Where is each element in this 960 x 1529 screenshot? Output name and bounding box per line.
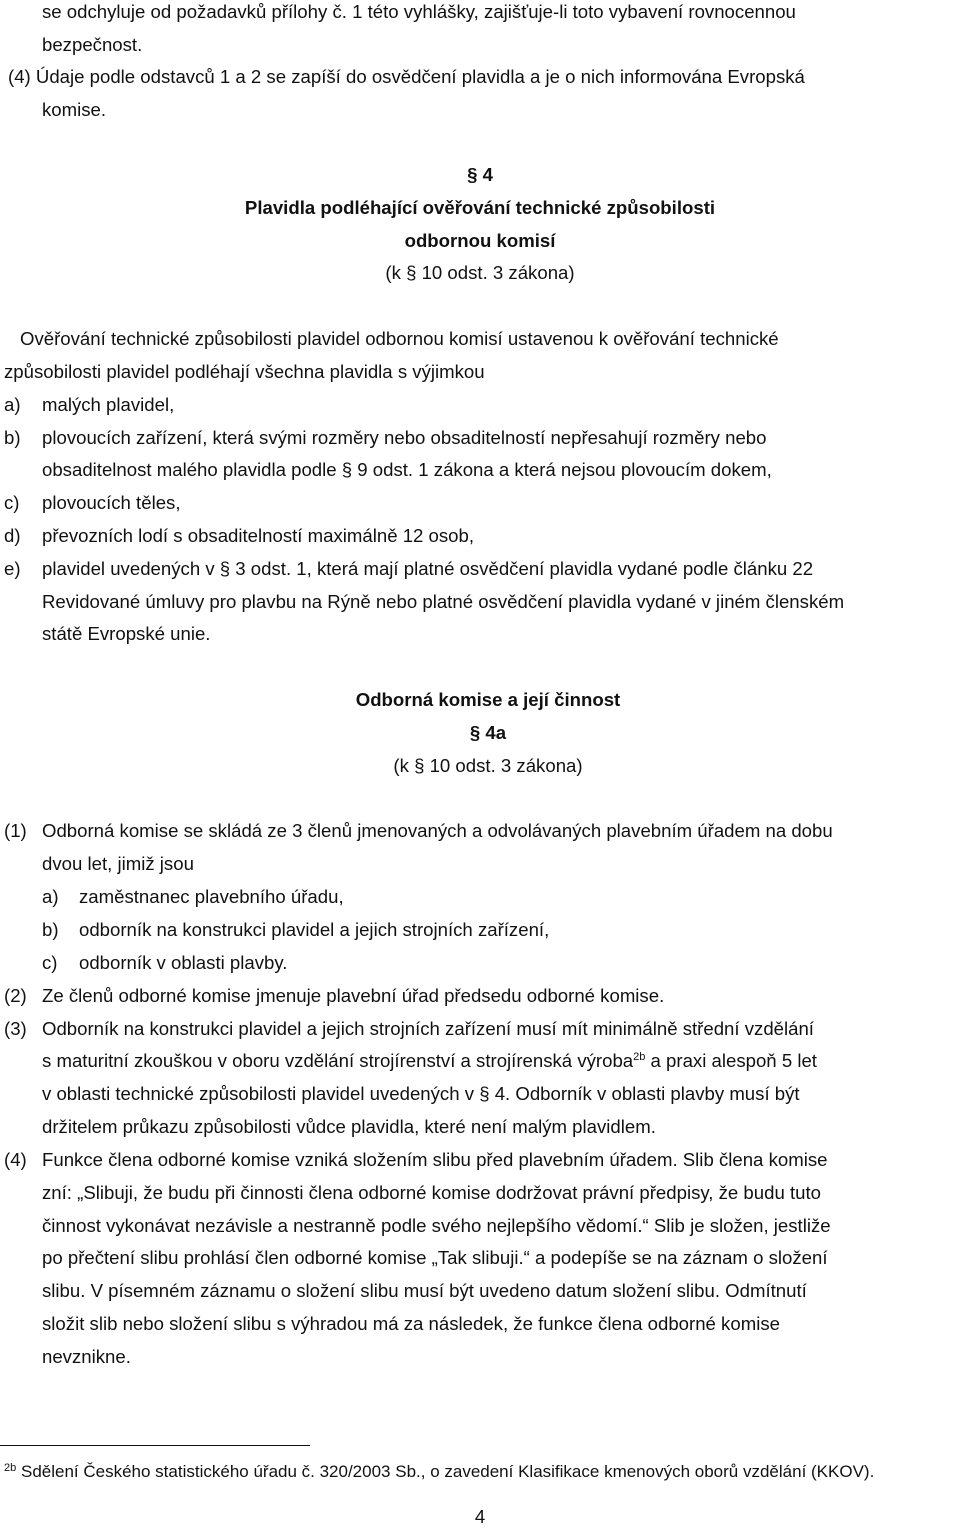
- intro-line: se odchyluje od požadavků přílohy č. 1 této vyhlášky, zajišťuje-li toto vybavení rovnocennou: [42, 1, 796, 22]
- list-item: Revidované úmluvy pro plavbu na Rýně nebo platné osvědčení plavidla vydané v jiném členském: [42, 591, 845, 612]
- list-item: malých plavidel,: [42, 394, 175, 415]
- paragraph-line: složit slib nebo složení slibu s výhradou má za následek, že funkce člena odborné komise: [42, 1313, 780, 1334]
- paragraph-label: (4): [4, 1149, 27, 1170]
- footnote-reference: 2b: [633, 1051, 646, 1063]
- paragraph-line: Ze členů odborné komise jmenuje plavební úřad předsedu odborné komise.: [42, 985, 665, 1006]
- paragraph-line: Odborník na konstrukci plavidel a jejich strojních zařízení musí mít minimálně střední vzdělání: [42, 1018, 814, 1039]
- list-item: státě Evropské unie.: [42, 623, 211, 644]
- page-number: 4: [474, 1506, 486, 1527]
- list-item: plavidel uvedených v § 3 odst. 1, která mají platné osvědčení plavidla vydané podle článku 22: [42, 558, 814, 579]
- paragraph-label: (1): [4, 820, 27, 841]
- list-item: převozních lodí s obsaditelností maximálně 12 osob,: [42, 525, 475, 546]
- footnote-divider: [0, 1445, 310, 1446]
- section-title: Plavidla podléhající ověřování technické způsobilosti: [244, 197, 716, 218]
- paragraph-line: držitelem průkazu způsobilosti vůdce plavidla, které není malým plavidlem.: [42, 1116, 656, 1137]
- section-heading: Odborná komise a její činnost: [355, 689, 621, 710]
- paragraph-label: (3): [4, 1018, 27, 1039]
- paragraph-line: zní: „Slibuji, že budu při činnosti člena odborné komise dodržovat právní předpisy, že budu tuto: [42, 1182, 821, 1203]
- section-reference: (k § 10 odst. 3 zákona): [385, 262, 575, 283]
- paragraph-line: po přečtení slibu prohlásí člen odborné komise „Tak slibuji.“ a podepíše se na záznam o složení: [42, 1247, 828, 1268]
- list-label: e): [4, 558, 21, 579]
- text-run: s maturitní zkouškou v oboru vzdělání strojírenství a strojírenská výroba: [42, 1050, 634, 1071]
- list-label: c): [4, 492, 20, 513]
- paragraph-line: Funkce člena odborné komise vzniká složením slibu před plavebním úřadem. Slib člena komise: [42, 1149, 828, 1170]
- paragraph-label: (2): [4, 985, 27, 1006]
- paragraph-line: slibu. V písemném záznamu o složení slibu musí být uvedeno datum složení slibu. Odmítnutí: [42, 1280, 807, 1301]
- list-item: zaměstnanec plavebního úřadu,: [79, 886, 344, 907]
- intro-line: komise.: [42, 99, 107, 120]
- list-item: odborník na konstrukci plavidel a jejich strojních zařízení,: [79, 919, 550, 940]
- list-label: a): [42, 886, 59, 907]
- section-reference: (k § 10 odst. 3 zákona): [393, 755, 583, 776]
- footnote: [4, 1460, 874, 1484]
- list-item: plovoucích zařízení, která svými rozměry nebo obsaditelností nepřesahují rozměry nebo: [42, 427, 767, 448]
- paragraph-line: v oblasti technické způsobilosti plavidel uvedených v § 4. Odborník v oblasti plavby musí být: [42, 1083, 800, 1104]
- section-title: odbornou komisí: [404, 230, 556, 251]
- section-number: § 4a: [469, 722, 507, 743]
- list-item: odborník v oblasti plavby.: [79, 952, 288, 973]
- footnote-marker: 2b: [4, 1462, 17, 1474]
- list-label: a): [4, 394, 21, 415]
- list-label: b): [42, 919, 59, 940]
- footnote-text: Sdělení Českého statistického úřadu č. 320/2003 Sb., o zavedení Klasifikace kmenových oborů vzdělání (KKOV).: [20, 1462, 875, 1481]
- text-run: a praxi alespoň 5 let: [645, 1050, 817, 1071]
- paragraph-line: [42, 1049, 817, 1073]
- list-item: plovoucích těles,: [42, 492, 181, 513]
- section-number: § 4: [467, 164, 493, 185]
- list-item: obsaditelnost malého plavidla podle § 9 odst. 1 zákona a která nejsou plovoucím dokem,: [42, 459, 772, 480]
- list-label: b): [4, 427, 21, 448]
- paragraph-line: Ověřování technické způsobilosti plavidel odbornou komisí ustavenou k ověřování technické: [20, 328, 779, 349]
- intro-paragraph-4: (4) Údaje podle odstavců 1 a 2 se zapíší do osvědčení plavidla a je o nich informována Evropská: [8, 66, 805, 87]
- list-label: d): [4, 525, 21, 546]
- paragraph-line: dvou let, jimiž jsou: [42, 853, 194, 874]
- paragraph-line: Odborná komise se skládá ze 3 členů jmenovaných a odvolávaných plavebním úřadem na dobu: [42, 820, 833, 841]
- intro-line: bezpečnost.: [42, 34, 143, 55]
- paragraph-line: činnost vykonávat nezávisle a nestranně podle svého nejlepšího vědomí.“ Slib je složen, jestliže: [42, 1215, 831, 1236]
- paragraph-line: nevznikne.: [42, 1346, 131, 1367]
- paragraph-line: způsobilosti plavidel podléhají všechna plavidla s výjimkou: [4, 361, 485, 382]
- list-label: c): [42, 952, 58, 973]
